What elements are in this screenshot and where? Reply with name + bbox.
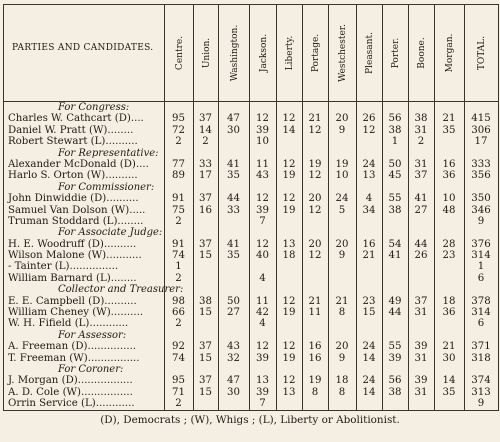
candidate-name: Wilson Malone (W)........... <box>8 250 142 262</box>
vote-cell: 72 <box>172 124 185 136</box>
vote-cell: 34 <box>362 204 376 216</box>
vote-cell: 15 <box>362 307 376 319</box>
table-row <box>4 387 498 398</box>
vote-cell: 9 <box>338 250 346 262</box>
vote-cell: 16 <box>308 352 322 364</box>
vote-cell: 21 <box>442 113 456 125</box>
vote-cell: 92 <box>172 341 185 353</box>
vote-cell: 20 <box>335 341 349 353</box>
vote-cell: 2 <box>417 136 425 148</box>
vote-cell: 356 <box>471 170 491 182</box>
vote-cell: 18 <box>335 375 349 387</box>
vote-cell: 45 <box>388 170 402 182</box>
vote-cell: 74 <box>172 352 185 364</box>
section-title: For Congress: <box>58 102 130 113</box>
vote-cell: 89 <box>172 170 185 182</box>
vote-cell: 47 <box>227 375 240 387</box>
column-header <box>408 5 435 101</box>
vote-cell: 35 <box>442 386 456 398</box>
section-title: For Representative: <box>58 147 159 159</box>
vote-cell: 37 <box>414 295 428 307</box>
vote-cell: 44 <box>414 238 428 250</box>
vote-cell: 14 <box>282 124 296 136</box>
vote-cell: 21 <box>308 113 322 125</box>
vote-cell: 18 <box>442 295 456 307</box>
candidate-name: J. Morgan (D)................. <box>8 375 133 387</box>
vote-cell: 71 <box>172 386 185 398</box>
column-header <box>302 5 329 101</box>
column-header-label: Centre. <box>174 35 185 71</box>
vote-cell: 20 <box>335 113 349 125</box>
vote-cell: 18 <box>282 250 296 262</box>
vote-cell: 37 <box>199 375 212 387</box>
table-row <box>4 205 498 216</box>
vote-cell: 2 <box>175 398 182 410</box>
table-row <box>4 216 498 227</box>
table-header <box>4 5 498 102</box>
section-title: For Coroner: <box>58 363 124 375</box>
vote-cell: 11 <box>256 158 269 170</box>
section-title: For Assessor: <box>58 329 127 341</box>
vote-cell: 2 <box>175 272 182 284</box>
vote-cell: 376 <box>471 238 491 250</box>
vote-cell: 7 <box>259 215 266 227</box>
vote-cell: 19 <box>308 158 322 170</box>
vote-cell: 13 <box>256 375 269 387</box>
vote-cell: 6 <box>477 318 485 330</box>
vote-cell: 17 <box>199 170 212 182</box>
vote-cell: 50 <box>227 295 240 307</box>
vote-cell: 31 <box>414 386 428 398</box>
table-row <box>4 341 498 352</box>
vote-cell: 306 <box>471 124 491 136</box>
candidate-name: A. D. Cole (W)................ <box>8 386 133 398</box>
vote-cell: 31 <box>414 124 428 136</box>
column-header-label: Boone. <box>417 37 427 69</box>
column-header <box>382 5 409 101</box>
vote-cell: 26 <box>414 250 428 262</box>
column-header-label: Liberty. <box>285 35 295 71</box>
vote-cell: 318 <box>471 352 491 364</box>
vote-cell: 39 <box>256 386 269 398</box>
vote-cell: 19 <box>335 158 349 170</box>
table-row <box>4 136 498 147</box>
vote-cell: 1 <box>391 136 399 148</box>
vote-cell: 23 <box>442 250 456 262</box>
vote-cell: 12 <box>308 170 322 182</box>
table-row <box>4 170 498 181</box>
vote-cell: 16 <box>199 204 212 216</box>
legend-footnote: (D), Democrats ; (W), Whigs ; (L), Liberty or Abolitionist. <box>100 414 400 426</box>
vote-cell: 38 <box>414 113 428 125</box>
vote-cell: 27 <box>414 204 428 216</box>
vote-cell: 49 <box>388 295 402 307</box>
vote-cell: 313 <box>471 386 491 398</box>
table-row <box>4 159 498 170</box>
vote-cell: 35 <box>227 250 240 262</box>
vote-cell: 35 <box>227 170 240 182</box>
vote-cell: 374 <box>471 375 491 387</box>
vote-cell: 12 <box>282 158 296 170</box>
table-row <box>4 250 498 261</box>
column-header <box>164 5 194 101</box>
vote-cell: 4 <box>259 272 266 284</box>
vote-cell: 1 <box>175 261 182 273</box>
candidate-name: Daniel W. Pratt (W)........ <box>8 124 134 136</box>
vote-cell: 30 <box>442 352 456 364</box>
vote-cell: 31 <box>414 158 428 170</box>
column-header-label: Portage. <box>311 33 321 73</box>
candidate-name: Alexander McDonald (D).... <box>8 158 149 170</box>
vote-cell: 91 <box>172 238 185 250</box>
vote-cell: 55 <box>388 341 402 353</box>
column-header <box>356 5 383 101</box>
vote-cell: 11 <box>308 307 322 319</box>
column-header <box>193 5 219 101</box>
candidate-name: W. H. Fifield (L)............ <box>8 318 129 330</box>
vote-cell: 10 <box>442 193 456 205</box>
vote-cell: 2 <box>175 136 182 148</box>
vote-cell: 48 <box>442 204 456 216</box>
vote-cell: 41 <box>388 250 402 262</box>
vote-cell: 74 <box>172 250 185 262</box>
vote-cell: 41 <box>227 238 240 250</box>
column-header-label: Porter. <box>391 37 401 69</box>
vote-cell: 12 <box>282 341 296 353</box>
vote-cell: 37 <box>199 341 212 353</box>
vote-cell: 7 <box>259 398 266 410</box>
vote-cell: 1 <box>477 261 485 273</box>
vote-cell: 66 <box>172 307 185 319</box>
vote-cell: 37 <box>199 113 212 125</box>
vote-cell: 24 <box>362 158 376 170</box>
vote-cell: 44 <box>227 193 240 205</box>
table-row <box>4 113 498 124</box>
candidate-name: - Tainter (L)............... <box>8 261 119 273</box>
vote-cell: 8 <box>338 386 346 398</box>
vote-cell: 28 <box>442 238 456 250</box>
column-header <box>218 5 250 101</box>
vote-cell: 10 <box>335 170 349 182</box>
vote-cell: 47 <box>227 113 240 125</box>
vote-cell: 2 <box>202 136 209 148</box>
table-row <box>4 398 498 409</box>
vote-cell: 12 <box>256 193 269 205</box>
vote-cell: 24 <box>362 375 376 387</box>
vote-cell: 24 <box>335 193 349 205</box>
vote-cell: 95 <box>172 113 185 125</box>
column-header <box>434 5 465 101</box>
candidate-name: Robert Stewart (L).......... <box>8 136 138 148</box>
vote-cell: 39 <box>414 341 428 353</box>
column-header-label: TOTAL. <box>477 35 487 71</box>
section-title: Collector and Treasurer: <box>58 284 184 296</box>
table-row <box>4 239 498 250</box>
column-header-label: Morgan. <box>445 33 455 73</box>
vote-cell: 39 <box>388 352 402 364</box>
vote-cell: 19 <box>282 170 296 182</box>
vote-cell: 14 <box>442 375 456 387</box>
vote-cell: 415 <box>471 113 491 125</box>
candidate-name: Truman Stoddard (L)........ <box>8 215 144 227</box>
vote-cell: 35 <box>442 124 456 136</box>
candidate-name: Charles W. Cathcart (D).... <box>8 113 144 125</box>
vote-cell: 13 <box>362 170 376 182</box>
column-header <box>276 5 303 101</box>
vote-cell: 40 <box>256 250 269 262</box>
vote-cell: 314 <box>471 307 491 319</box>
vote-cell: 19 <box>282 352 296 364</box>
vote-cell: 12 <box>282 113 296 125</box>
vote-cell: 16 <box>442 158 456 170</box>
vote-cell: 39 <box>414 375 428 387</box>
vote-cell: 95 <box>172 375 185 387</box>
vote-cell: 19 <box>282 204 296 216</box>
vote-cell: 12 <box>256 113 269 125</box>
vote-cell: 50 <box>388 158 402 170</box>
vote-cell: 12 <box>308 204 322 216</box>
candidate-name: T. Freeman (W)................ <box>8 352 140 364</box>
vote-cell: 21 <box>335 295 349 307</box>
vote-cell: 350 <box>471 193 491 205</box>
candidate-name: William Barnard (L)........ <box>8 272 137 284</box>
vote-cell: 12 <box>282 375 296 387</box>
vote-cell: 21 <box>362 250 376 262</box>
vote-cell: 39 <box>256 352 269 364</box>
table-row <box>4 296 498 307</box>
table-row <box>4 375 498 386</box>
vote-cell: 15 <box>199 386 212 398</box>
candidate-name: E. E. Campbell (D).......... <box>8 295 137 307</box>
column-header-label: Washington. <box>229 24 240 82</box>
vote-cell: 14 <box>199 124 212 136</box>
candidate-name: Samuel Van Dolson (W)..... <box>8 204 146 216</box>
vote-cell: 12 <box>256 238 269 250</box>
table-row <box>4 261 498 272</box>
vote-cell: 75 <box>172 204 185 216</box>
vote-cell: 41 <box>414 193 428 205</box>
vote-cell: 38 <box>388 386 402 398</box>
vote-cell: 39 <box>256 204 269 216</box>
vote-cell: 12 <box>282 193 296 205</box>
column-header <box>464 5 499 101</box>
vote-cell: 38 <box>388 124 402 136</box>
vote-cell: 12 <box>308 124 322 136</box>
vote-cell: 21 <box>308 295 322 307</box>
vote-cell: 2 <box>175 215 182 227</box>
vote-cell: 37 <box>199 193 212 205</box>
vote-cell: 19 <box>308 375 322 387</box>
table-row <box>4 353 498 364</box>
vote-cell: 55 <box>388 193 402 205</box>
vote-cell: 12 <box>256 341 269 353</box>
vote-cell: 31 <box>414 307 428 319</box>
vote-cell: 20 <box>308 238 322 250</box>
vote-cell: 23 <box>362 295 376 307</box>
vote-cell: 2 <box>175 318 182 330</box>
column-header-label: Jackson. <box>258 33 269 73</box>
vote-cell: 27 <box>227 307 240 319</box>
table-row <box>4 125 498 136</box>
vote-cell: 98 <box>172 295 185 307</box>
vote-cell: 8 <box>338 307 346 319</box>
vote-cell: 5 <box>338 204 346 216</box>
column-header <box>249 5 277 101</box>
vote-cell: 21 <box>442 341 456 353</box>
candidate-name: John Dinwiddie (D).......... <box>8 193 139 205</box>
vote-cell: 37 <box>414 170 428 182</box>
candidate-name: William Cheney (W).......... <box>8 307 144 319</box>
column-header-label: Union. <box>201 37 212 69</box>
vote-cell: 91 <box>172 193 185 205</box>
vote-cell: 9 <box>477 398 485 410</box>
vote-cell: 30 <box>227 124 240 136</box>
vote-cell: 36 <box>442 307 456 319</box>
vote-cell: 26 <box>362 113 376 125</box>
table-body <box>4 102 498 410</box>
vote-cell: 54 <box>388 238 402 250</box>
parties-candidates-heading: PARTIES AND CANDIDATES. <box>12 43 154 53</box>
table-row <box>4 273 498 284</box>
vote-cell: 10 <box>256 136 269 148</box>
vote-cell: 36 <box>442 170 456 182</box>
election-table <box>3 4 499 411</box>
vote-cell: 24 <box>362 341 376 353</box>
vote-cell: 38 <box>199 295 212 307</box>
vote-cell: 346 <box>471 204 491 216</box>
candidate-name: H. E. Woodruff (D).......... <box>8 238 137 250</box>
vote-cell: 378 <box>471 295 491 307</box>
vote-cell: 13 <box>282 386 296 398</box>
vote-cell: 4 <box>259 318 266 330</box>
vote-cell: 15 <box>199 352 212 364</box>
vote-cell: 14 <box>362 352 376 364</box>
vote-cell: 38 <box>388 204 402 216</box>
vote-cell: 33 <box>199 158 212 170</box>
column-header-label: Pleasant. <box>365 32 375 74</box>
vote-cell: 20 <box>335 238 349 250</box>
vote-cell: 43 <box>227 341 240 353</box>
vote-cell: 33 <box>227 204 240 216</box>
vote-cell: 20 <box>308 193 322 205</box>
vote-cell: 333 <box>471 158 491 170</box>
candidate-name: Harlo S. Orton (W).......... <box>8 170 138 182</box>
vote-cell: 9 <box>338 352 346 364</box>
candidate-name: Orrin Service (L)............ <box>8 398 135 410</box>
vote-cell: 17 <box>474 136 488 148</box>
vote-cell: 314 <box>471 250 491 262</box>
vote-cell: 12 <box>282 295 296 307</box>
column-header <box>328 5 357 101</box>
vote-cell: 6 <box>477 272 485 284</box>
table-row <box>4 193 498 204</box>
vote-cell: 8 <box>311 386 319 398</box>
vote-cell: 32 <box>227 352 240 364</box>
vote-cell: 9 <box>477 215 485 227</box>
vote-cell: 14 <box>362 386 376 398</box>
vote-cell: 16 <box>362 238 376 250</box>
vote-cell: 9 <box>338 124 346 136</box>
vote-cell: 19 <box>282 307 296 319</box>
vote-cell: 12 <box>308 250 322 262</box>
vote-cell: 56 <box>388 375 402 387</box>
vote-cell: 77 <box>172 158 185 170</box>
vote-cell: 42 <box>256 307 269 319</box>
column-header-label: Westchester. <box>338 24 348 82</box>
table-row <box>4 307 498 318</box>
vote-cell: 15 <box>199 250 212 262</box>
vote-cell: 12 <box>362 124 376 136</box>
candidate-name: A. Freeman (D)............... <box>8 341 137 353</box>
vote-cell: 39 <box>256 124 269 136</box>
vote-cell: 31 <box>414 352 428 364</box>
vote-cell: 4 <box>365 193 373 205</box>
table-row <box>4 318 498 329</box>
vote-cell: 37 <box>199 238 212 250</box>
vote-cell: 11 <box>256 295 269 307</box>
section-title: For Associate Judge: <box>58 227 163 239</box>
section-title: For Commissioner: <box>58 181 155 193</box>
vote-cell: 371 <box>471 341 491 353</box>
vote-cell: 41 <box>227 158 240 170</box>
vote-cell: 56 <box>388 113 402 125</box>
vote-cell: 44 <box>388 307 402 319</box>
vote-cell: 16 <box>308 341 322 353</box>
vote-cell: 15 <box>199 307 212 319</box>
vote-cell: 13 <box>282 238 296 250</box>
vote-cell: 30 <box>227 386 240 398</box>
vote-cell: 43 <box>256 170 269 182</box>
